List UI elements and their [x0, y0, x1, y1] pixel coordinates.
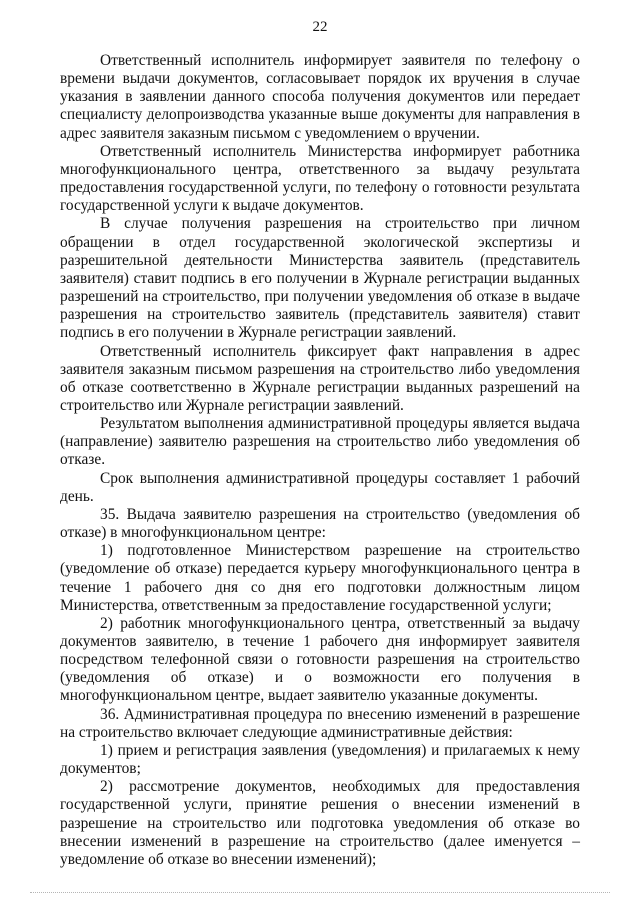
paragraph-item-36: 36. Административная процедура по внесению изменений в разрешение на строительство включает следующие административные действия:: [60, 705, 580, 741]
paragraph-deadline: Срок выполнения административной процедуры составляет 1 рабочий день.: [60, 469, 580, 505]
document-body: [60, 52, 580, 869]
paragraph-item-36-1: 1) прием и регистрация заявления (уведомления) и прилагаемых к нему документов;: [60, 741, 580, 778]
paragraph-notify-applicant: Ответственный исполнитель информирует заявителя по телефону о времени выдачи документов, согласовывает порядок их вручения в случае указания в заявлении данного способа получения документов или передает специалисту делопроизводства указанные выше документы для направления в адрес заявителя заказным письмом с уведомлением о вручении.: [60, 52, 580, 142]
paragraph-item-36-2: 2) рассмотрение документов, необходимых для предоставления государственной услуги, принятие решения о внесении изменений в разрешение на строительство или подготовка уведомления об отказе во внесении изменений в разрешение на строительство (далее именуется – уведомление об отказе во внесении изменений);: [60, 778, 580, 868]
paragraph-personal-receipt: В случае получения разрешения на строительство при личном обращении в отдел государственной экологической экспертизы и разрешительной деятельности Министерства заявитель (представитель заявителя) ставит подпись в его получении в Журнале регистрации выданных разрешений на строительство, при получении уведомления об отказе в выдаче разрешения на строительство заявитель (представитель заявителя) ставит подпись в его получении в Журнале регистрации заявлений.: [60, 215, 580, 342]
paragraph-item-35-1: 1) подготовленное Министерством разрешение на строительство (уведомление об отказе) передается курьеру многофункционального центра в течение 1 рабочего дня со дня его подготовки должностным лицом Министерства, ответственным за предоставление государственной услуги;: [60, 542, 580, 614]
footer-dotted-line: [30, 892, 610, 893]
paragraph-notify-mfc: Ответственный исполнитель Министерства информирует работника многофункционального центра, ответственного за выдачу результата предоставления государственной услуги, по телефону о готовности результата государственной услуги к выдаче документов.: [60, 142, 580, 215]
paragraph-mail-record: Ответственный исполнитель фиксирует факт направления в адрес заявителя заказным письмом разрешения на строительство либо уведомления об отказе соответственно в Журнале регистрации выданных разрешений на строительство или Журнале регистрации заявлений.: [60, 342, 580, 414]
paragraph-item-35-2: 2) работник многофункционального центра, ответственный за выдачу документов заявителю, в течение 1 рабочего дня информирует заявителя посредством телефонной связи о готовности разрешения на строительство (уведомления об отказе) и о возможности его получения в многофункциональном центре, выдает заявителю указанные документы.: [60, 614, 580, 705]
paragraph-item-35: 35. Выдача заявителю разрешения на строительство (уведомления об отказе) в многофункциональном центре:: [60, 505, 580, 542]
page-number: 22: [312, 19, 328, 35]
paragraph-result: Результатом выполнения административной процедуры является выдача (направление) заявителю разрешения на строительство либо уведомления об отказе.: [60, 415, 580, 469]
